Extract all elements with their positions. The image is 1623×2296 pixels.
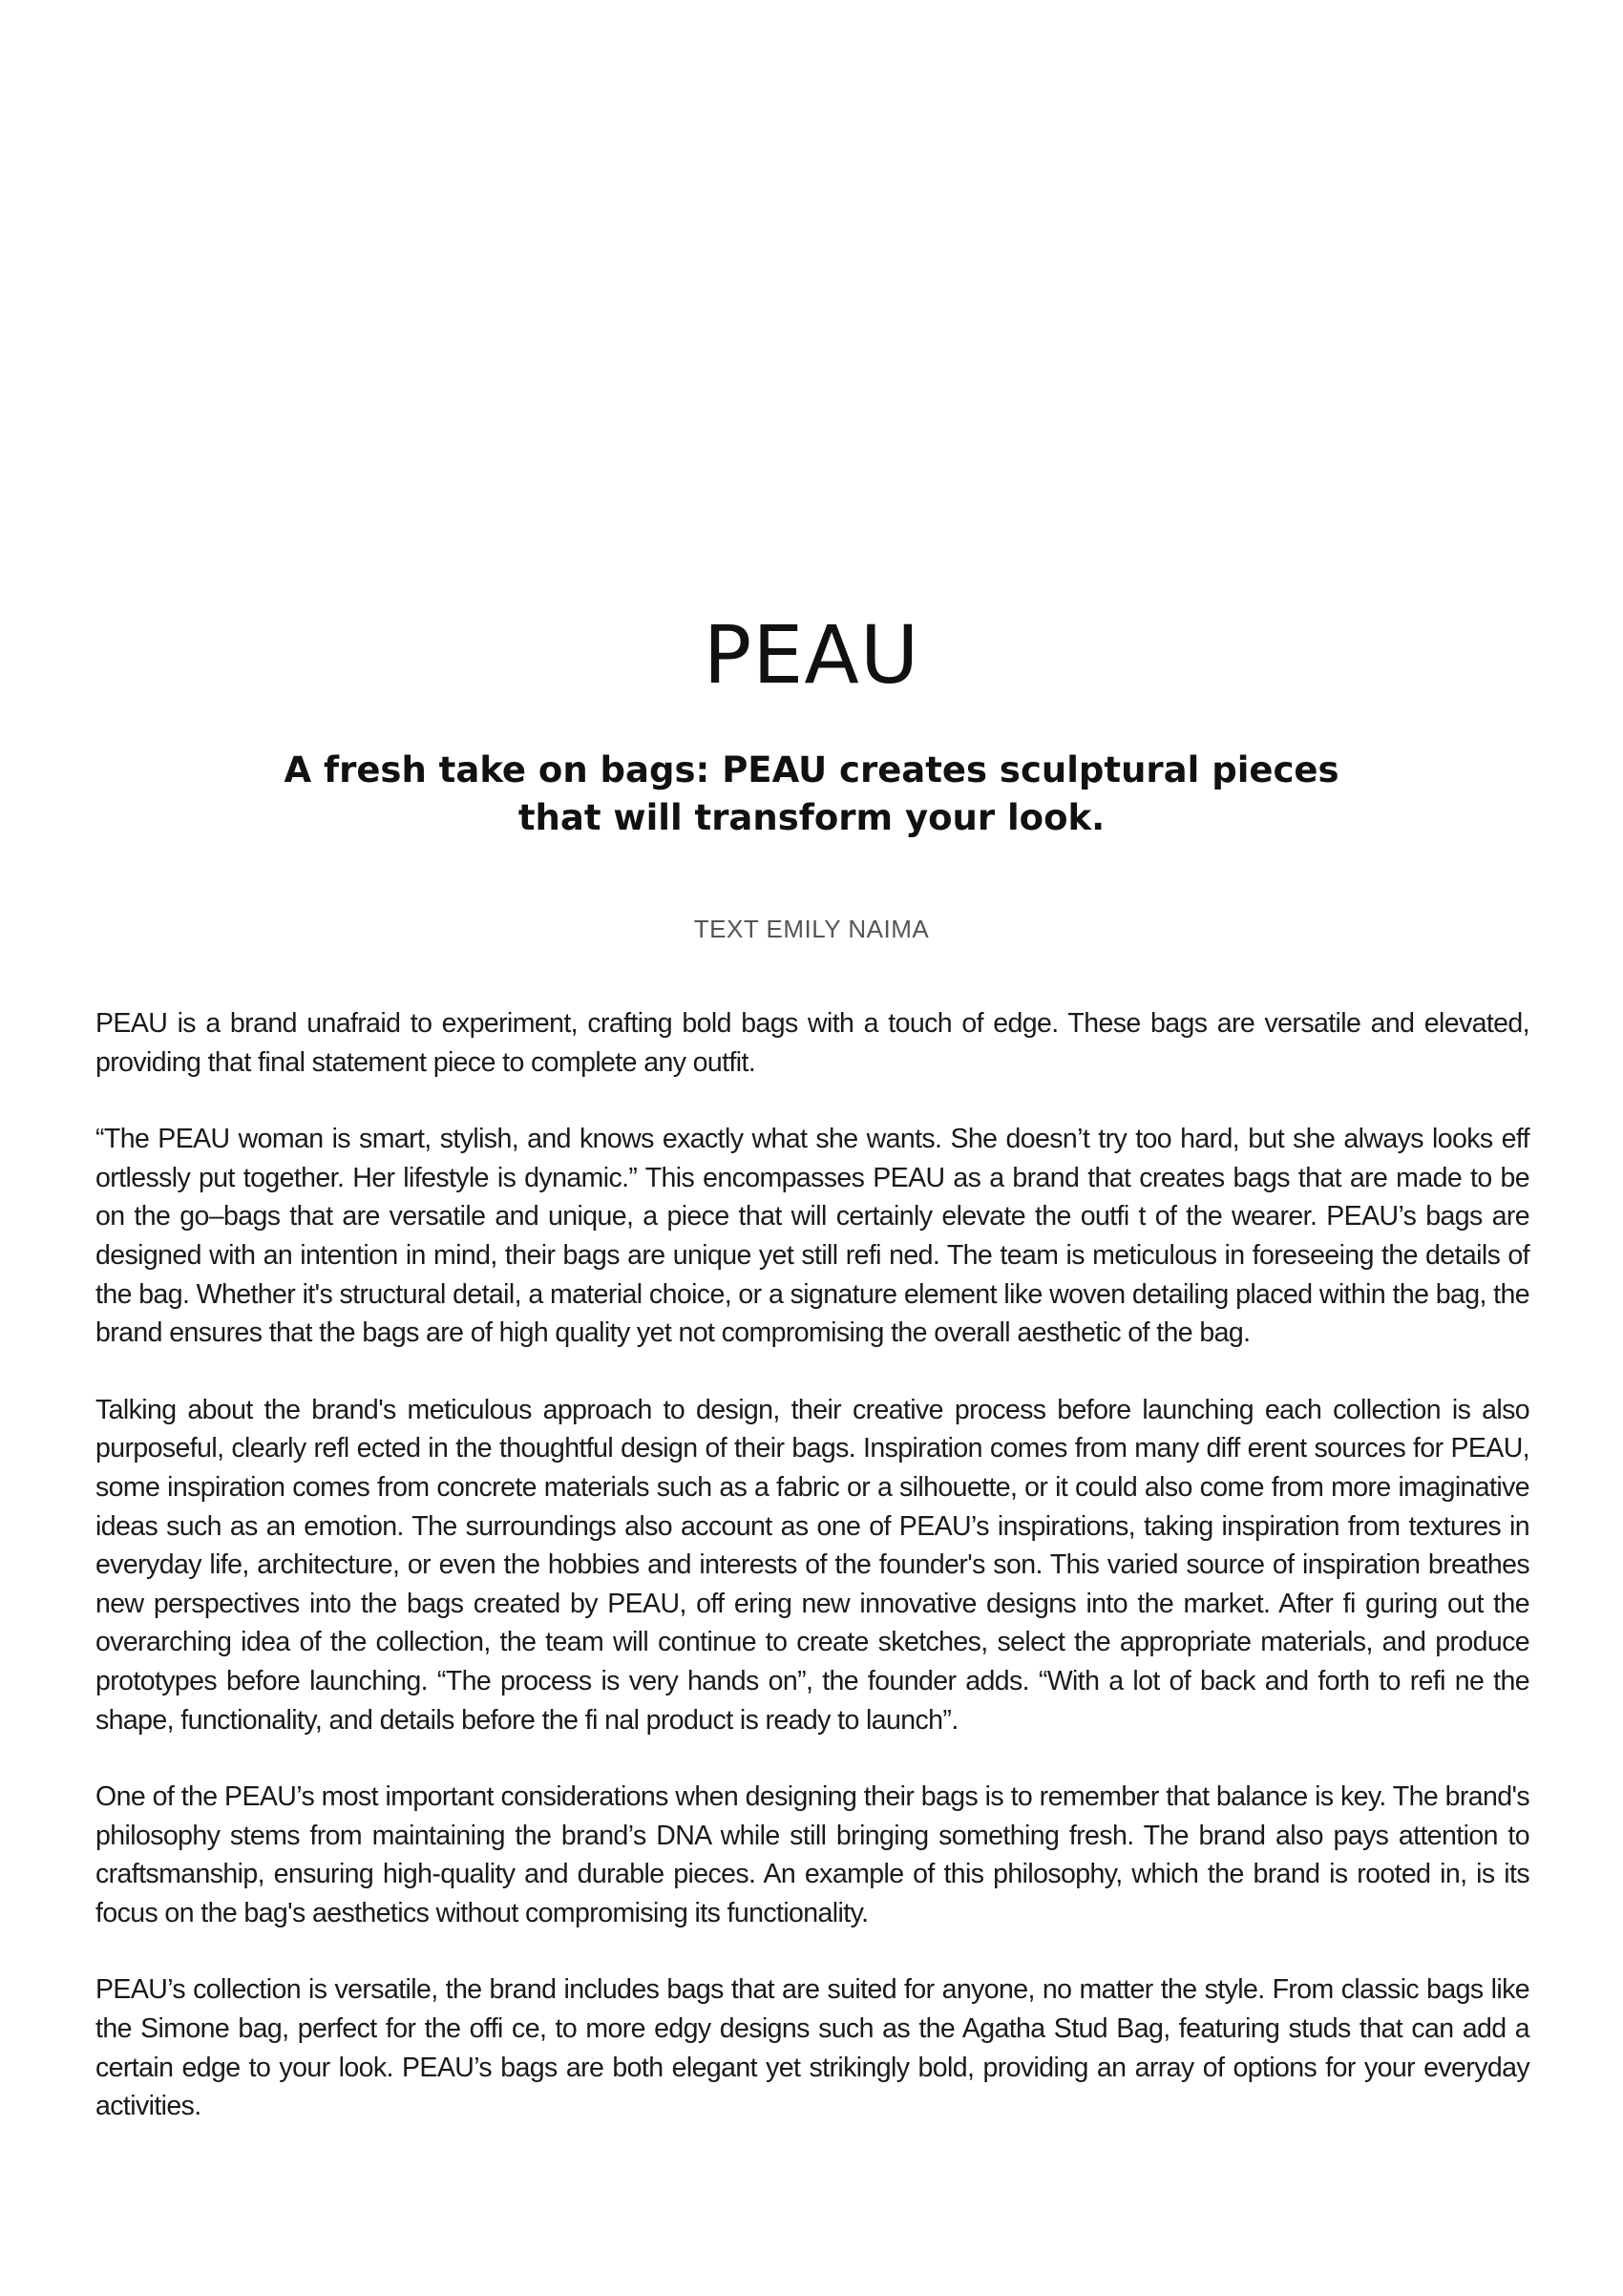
article-paragraph: PEAU is a brand unafraid to experiment, crafting bold bags with a touch of edge. These bags are versatile and elevated, providing that final statement piece to complete any outfit. [95,1008,1529,1078]
article-paragraph: One of the PEAU’s most important considerations when designing their bags is to remember that balance is key. The brand's philosophy stems from maintaining the brand’s DNA while still bringing something fresh. The brand also pays attention to craftsmanship, ensuring high-quality and durable pieces. An example of this philosophy, which the brand is rooted in, is its focus on the bag's aesthetics without compromising its functionality. [95,1781,1529,1928]
article-paragraph: Talking about the brand's meticulous approach to design, their creative process before launching each collection is also purposeful, clearly refl ected in the thoughtful design of their bags. Inspiration comes from many diff erent sources for PEAU, some inspiration comes from concrete materials such as a fabric or a silhouette, or it could also come from more imaginative ideas such as an emotion. The surroundings also account as one of PEAU’s inspirations, taking inspiration from textures in everyday life, architecture, or even the hobbies and interests of the founder's son. This varied source of inspiration breathes new perspectives into the bags created by PEAU, off ering new innovative designs into the market. After fi guring out the overarching idea of the collection, the team will continue to create sketches, select the appropriate materials, and produce prototypes before launching. “The process is very hands on”, the founder adds. “With a lot of back and forth to refi ne the shape, functionality, and details before the fi nal product is ready to launch”. [95,1394,1529,1736]
article-paragraph: “The PEAU woman is smart, stylish, and knows exactly what she wants. She doesn’t try too hard, but she always looks eff ortlessly put together. Her lifestyle is dynamic.” This encompasses PEAU as a brand that creates bags that are made to be on the go–bags that are versatile and unique, a piece that will certainly elevate the outfi t of the wearer. PEAU’s bags are designed with an intention in mind, their bags are unique yet still refi ned. The team is meticulous in foreseeing the details of the bag. Whether it's structural detail, a material choice, or a signature element like woven detailing placed within the bag, the brand ensures that the bags are of high quality yet not compromising the overall aesthetic of the bag. [95,1124,1529,1349]
article-body [95,1004,1529,2164]
article-paragraph: PEAU’s collection is versatile, the brand includes bags that are suited for anyone, no matter the style. From classic bags like the Simone bag, perfect for the offi ce, to more edgy designs such as the Agatha Stud Bag, featuring studs that can add a certain edge to your look. PEAU’s bags are both elegant yet strikingly bold, providing an array of options for your everyday activities. [95,1974,1529,2122]
article-subtitle: A fresh take on bags: PEAU creates sculptural pieces that will transform your look. [284,749,1339,838]
article-title: PEAU [703,608,920,702]
article-byline: TEXT EMILY NAIMA [693,915,930,943]
